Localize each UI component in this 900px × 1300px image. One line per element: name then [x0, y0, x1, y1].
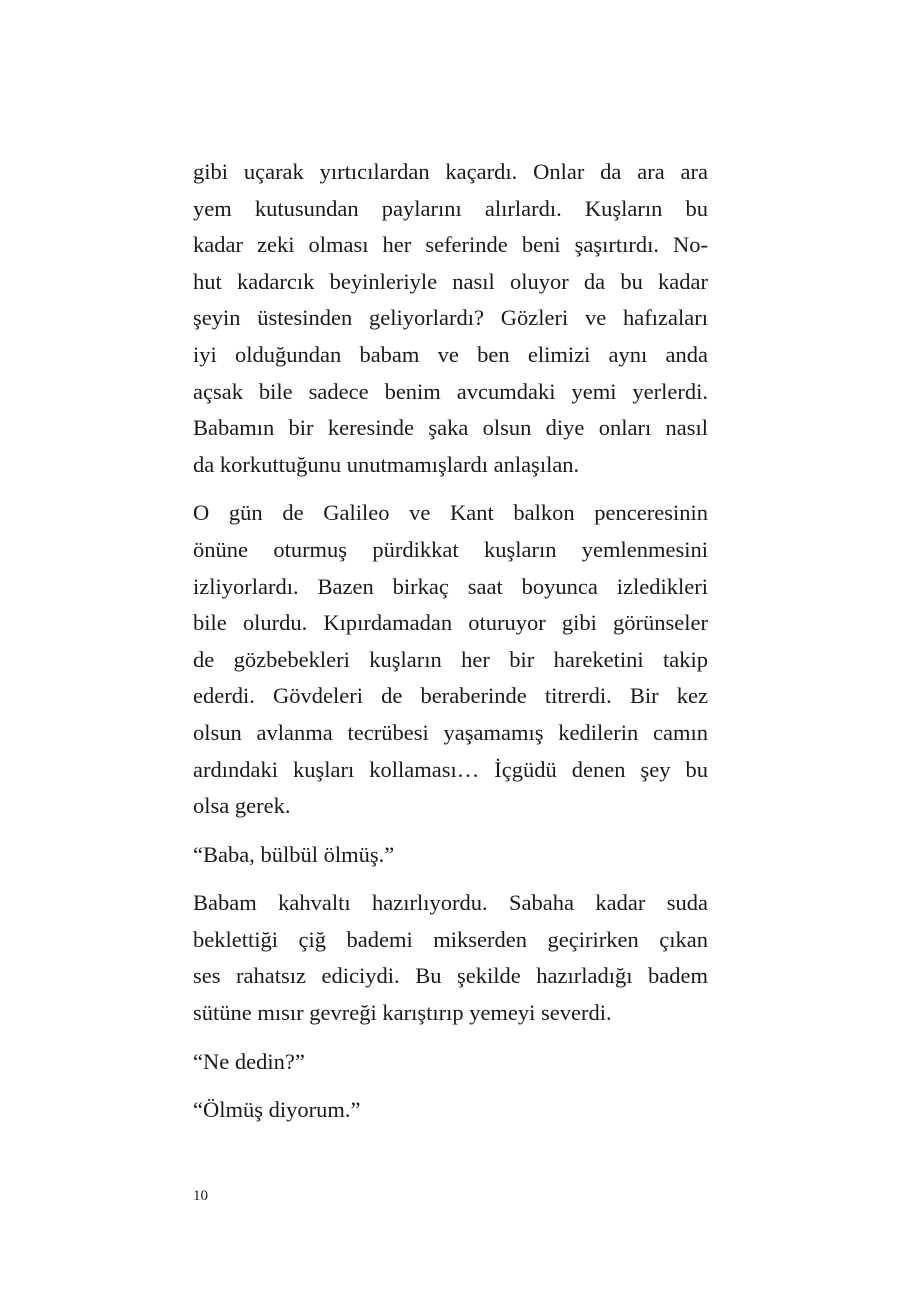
text-line: “Ne dedin?” [193, 1048, 305, 1074]
text-line: “Baba, bülbül ölmüş.” [193, 841, 395, 867]
text-line: iyi olduğundan babam ve ben elimizi aynı anda [193, 341, 708, 367]
text-line: gibi uçarak yırtıcılardan kaçardı. Onlar da ara ara [193, 159, 708, 184]
page-number: 10 [193, 1188, 208, 1204]
text-line: önüne oturmuş pürdikkat kuşların yemlenmesini [193, 536, 708, 562]
paragraph [193, 495, 708, 824]
paragraph [193, 154, 708, 483]
text-line: sütüne mısır gevreği karıştırıp yemeyi severdi. [193, 1000, 612, 1026]
text-line: O gün de Galileo ve Kant balkon penceresinin [193, 500, 708, 526]
text-line: “Ölmüş diyorum.” [193, 1097, 361, 1123]
text-line: açsak bile sadece benim avcumdaki yemi yerlerdi. [193, 378, 708, 404]
text-line: da korkuttuğunu unutmamışlardı anlaşılan. [193, 451, 580, 477]
text-line: şeyin üstesinden geliyorlardı? Gözleri ve hafızaları [193, 305, 708, 331]
text-line: olsa gerek. [193, 793, 291, 819]
text-line: ardındaki kuşları kollaması… İçgüdü denen şey bu [193, 756, 708, 782]
dialogue-paragraph [193, 1092, 708, 1129]
dialogue-paragraph [193, 837, 708, 874]
text-line: izliyorlardı. Bazen birkaç saat boyunca izledikleri [193, 573, 708, 599]
text-line: Babamın bir keresinde şaka olsun diye onları nasıl [193, 415, 708, 441]
text-line: hut kadarcık beyinleriyle nasıl oluyor da bu kadar [193, 268, 708, 294]
text-line: bile olurdu. Kıpırdamadan oturuyor gibi görünseler [193, 610, 708, 636]
body-text [193, 154, 708, 1141]
text-line: Babam kahvaltı hazırlıyordu. Sabaha kadar suda [193, 890, 708, 916]
text-line: ederdi. Gövdeleri de beraberinde titrerdi. Bir kez [193, 683, 708, 709]
dialogue-paragraph [193, 1044, 708, 1081]
text-line: yem kutusundan paylarını alırlardı. Kuşların bu [193, 195, 708, 221]
text-line: beklettiği çiğ bademi mikserden geçirirken çıkan [193, 926, 708, 952]
text-line: kadar zeki olması her seferinde beni şaşırtırdı. No- [193, 232, 708, 258]
paragraph [193, 885, 708, 1031]
text-line: olsun avlanma tecrübesi yaşamamış kedilerin camın [193, 719, 708, 745]
text-line: de gözbebekleri kuşların her bir hareketini takip [193, 646, 708, 672]
text-line: ses rahatsız ediciydi. Bu şekilde hazırladığı badem [193, 963, 708, 989]
